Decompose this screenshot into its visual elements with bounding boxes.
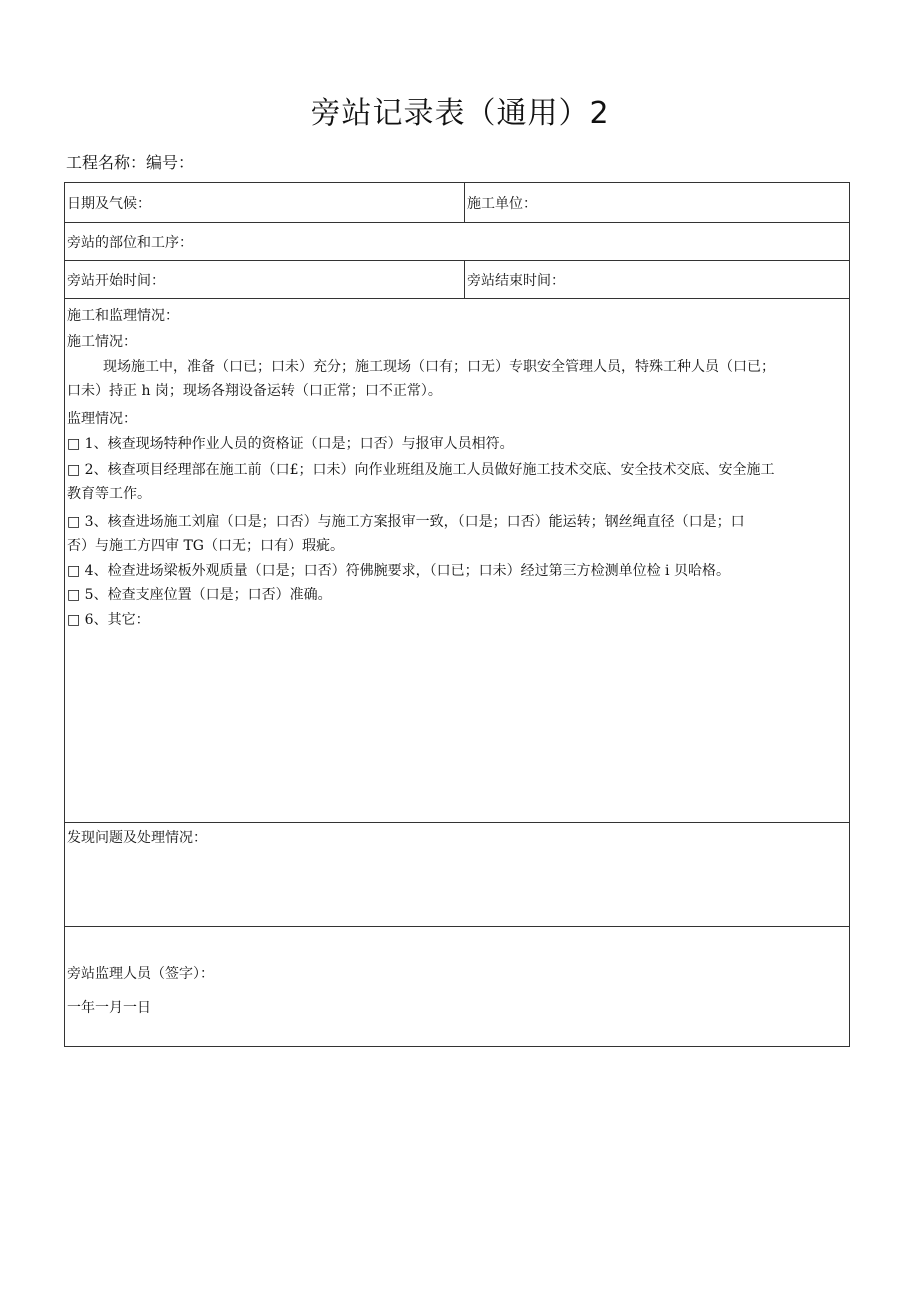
check-item-6: □ 6、其它： <box>67 612 150 628</box>
construction-line-1: 现场施工中，准备（口已；口未）充分；施工现场（口有；口无）专职安全管理人员，特殊工种人员（口已； <box>103 359 775 375</box>
construction-line-2: 口未）持正 h 岗；现场各翔设备运转（口正常；口不正常）。 <box>67 383 442 399</box>
check-item-3-line-2: 否）与施工方四审 TG（口无；口有）瑕疵。 <box>67 538 344 554</box>
check-item-2-line-2: 教育等工作。 <box>67 486 151 502</box>
situation-heading: 施工和监理情况： <box>67 308 179 324</box>
page-title: 旁站记录表（通用）2 <box>310 96 610 131</box>
check-item-2-line-1: □ 2、核查项目经理部在施工前（口£；口未）向作业班组及施工人员做好施工技术交底、安全技术交底、安全施工 <box>67 462 775 478</box>
construction-unit-label: 施工单位： <box>464 183 849 222</box>
check-item-5: □ 5、检查支座位置（口是；口否）准确。 <box>67 587 332 603</box>
supervision-heading: 监理情况： <box>67 411 137 427</box>
construction-heading: 施工情况： <box>67 334 137 350</box>
situation-section <box>65 299 849 823</box>
record-form <box>64 182 850 1047</box>
location-process-label: 旁站的部位和工序： <box>67 234 193 251</box>
end-time-label: 旁站结束时间： <box>464 261 849 298</box>
start-time-label: 旁站开始时间： <box>67 272 165 289</box>
problems-label: 发现问题及处理情况： <box>67 830 207 846</box>
check-item-3-line-1: □ 3、核查进场施工刘雇（口是；口否）与施工方案报审一致，（口是；口否）能运转；钢丝绳直径（口是；口 <box>67 514 745 530</box>
signature-section <box>65 927 849 1046</box>
check-item-4: □ 4、检查进场梁板外观质量（口是；口否）符佛腕要求，（口已；口未）经过第三方检测单位检 i 贝哈格。 <box>67 563 730 579</box>
signature-label: 旁站监理人员（签字）： <box>67 966 214 982</box>
time-row <box>65 261 849 299</box>
date-weather-label: 日期及气候： <box>67 195 151 212</box>
project-line: 工程名称：编号： <box>66 153 195 172</box>
check-item-1: □ 1、核查现场特种作业人员的资格证（口是；口否）与报审人员相符。 <box>67 436 514 452</box>
problems-section <box>65 823 849 927</box>
date-line: 一年一月一日 <box>67 1000 151 1016</box>
location-row <box>65 223 849 261</box>
date-unit-row <box>65 183 849 223</box>
